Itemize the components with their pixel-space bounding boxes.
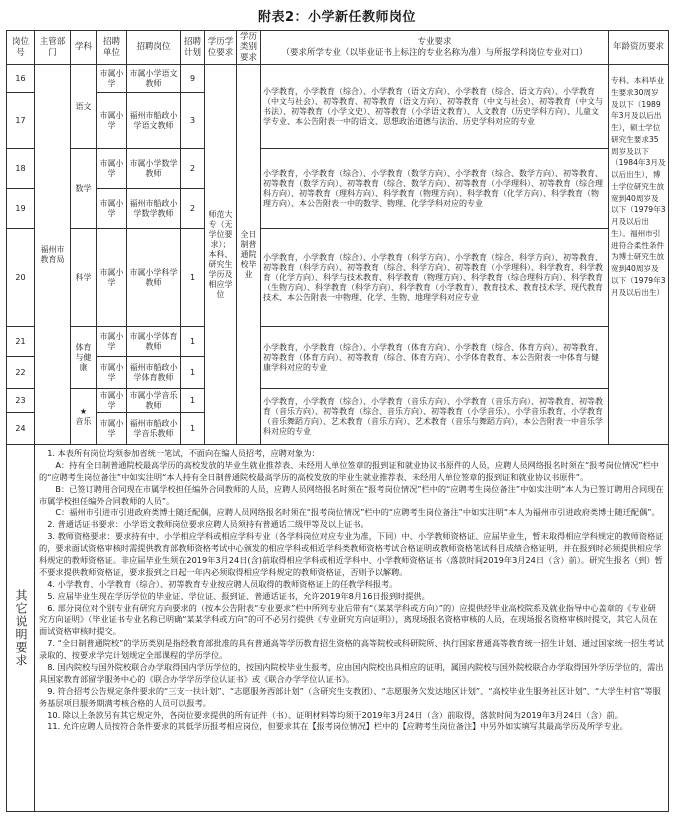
- header-major-title: 专业要求: [417, 36, 452, 47]
- note-item: 3. 教师资格要求：要求持有中、小学相应学科或相应学科专业（各学科岗位对应专业为准，下同）中、小学教师资格证、应届毕业生，暂未取得相应学科规定的教师资格证的，要求面试资格审核时需提供教育部教师资格考试中心颁发的相应学科或相近学科类教师资格考试合格证明或教师资格笔试科目成绩合格证明，并在报到时必须提供相应学科规定的教师资格证。非应届毕业生须在2019年3月24日(含)前取得相应学科或相近学科中、小学教师资格证书（落款时间2019年3月24日（含）前）。研究生报名（到）暂不要求提供教师资格证，要求报到之日起一年内必须取得相应学科规定的教师资格证，否则予以解聘。: [39, 531, 664, 577]
- note-item: 8. 国内院校与国外院校联合办学取得国内学历学位的，按国内院校毕业生报考，应由国内院校出具相应的证明，属国内院校与国外院校联合办学取得国外学历学位的，需出具国家教育部留学服务中心的《联合办学学历学位认证书》或《联合办学学位认证书》。: [39, 662, 664, 684]
- note-item: 5. 应届毕业生现在学历学位的毕业证、学位证、报到证、普通话证书，允许2019年8月16日报到时提供。: [47, 590, 430, 601]
- unit-cell: 市属小学: [97, 327, 127, 357]
- unit-cell: 市属小学: [97, 189, 127, 229]
- post-cell: 市属小学科学教师: [127, 229, 181, 327]
- major-science: 小学教育，小学教育（综合）、小学教育（科学方向）、小学教育（综合、科学方向）、初等教育、初等教育（科学方向）、初等教育（综合、科学方向）、初等教育（小学理科）、科学教育、科学教育（化学方向）、科学与技术教育、科学教育（物理方向）、科学教育（综合理科方向）、科学教育（生物方向）、科学教育（科学方向）、科学教育（小学教育）、教育技术、教育技术学、现代教育技术、本公告附表一中物理、化学、生物、地理学科对应专业: [261, 229, 609, 327]
- table-row: [7, 65, 669, 93]
- post-no: 21: [7, 327, 35, 357]
- plan-cell: 1: [181, 389, 205, 413]
- subject-science: 科学: [71, 229, 97, 327]
- post-cell: 福州市船政小学语文教师: [127, 93, 181, 149]
- note-item: C：福州市引进市引进政府类博士随迁配偶，应聘人员网络报名时须在“报考岗位情况”栏中的“应聘考生岗位备注”中如实注明“本人为福州市引进政府类博士随迁配偶”。: [55, 507, 660, 518]
- unit-cell: 市属小学: [97, 93, 127, 149]
- plan-cell: 9: [181, 65, 205, 93]
- plan-cell: 3: [181, 93, 205, 149]
- note-item: 10. 除以上条款另有其它规定外，各岗位要求提供的所有证件（书）、证明材料等均须于2019年3月24日（含）前取得，落款时间为2019年3月24日（含）前。: [47, 709, 623, 720]
- header-age: 年龄资历要求: [609, 31, 669, 65]
- unit-cell: 市属小学: [97, 413, 127, 445]
- major-math: 小学教育，小学教育（综合）、小学教育（数学方向）、小学教育（综合、数学方向）、初等教育、初等教育（数学方向）、初等教育（综合、数学方向）、初等教育（小学理科）、初等教育（综合理科方向）、初等教育（理科方向）、科学教育（物理方向）、科学教育（化学方向）、科学教育（物理方向）、本公告附表一中的数学、物理、化学学科对应的专业: [261, 149, 609, 229]
- major-pe: 小学教育，小学教育（综合）、小学教育（体育方向）、小学教育（综合、体育方向）、初等教育、初等教育（体育方向）、初等教育（综合、体育方向）、小学体育教育、本公告附表一中体育与健康学科对应的专业: [261, 327, 609, 389]
- unit-cell: 市属小学: [97, 229, 127, 327]
- note-item: B：已签订聘用合同现在市属学校担任编外合同教师的人员，应聘人员网络报名时须在“报考岗位情况”栏中的“应聘考生岗位备注”中如实注明“本人为已签订聘用合同现在市属学校担任编外合同教师的人员”。: [39, 483, 664, 506]
- plan-cell: 1: [181, 413, 205, 445]
- notes-row: [7, 445, 669, 812]
- subject-music-label: 音乐: [75, 416, 92, 426]
- post-no: 16: [7, 65, 35, 93]
- header-edu-type: 学历类别要求: [237, 31, 261, 65]
- notes-label: [7, 445, 35, 812]
- edu-type-cell: 全日制普通院校毕业: [237, 65, 261, 445]
- header-major: [261, 31, 609, 65]
- post-no: 18: [7, 149, 35, 189]
- note-item: 9. 符合招考公告规定条件要求的“三支一扶计划”、“志愿服务西部计划”（含研究生支教团）、“志愿服务欠发达地区计划”、“高校毕业生服务社区计划”、“大学生村官”等服务基层项目服务期满考核合格的人员可以报考。: [39, 685, 661, 708]
- subject-chinese: 语文: [71, 65, 97, 149]
- table-row: [7, 229, 669, 327]
- page-title: 附表2：小学新任教师岗位: [257, 9, 417, 25]
- plan-cell: 1: [181, 357, 205, 389]
- post-cell: 福州市船政小学数学教师: [127, 189, 181, 229]
- plan-cell: 1: [181, 229, 205, 327]
- post-no: 17: [7, 93, 35, 149]
- notes-label-text: 其它说明要求: [14, 589, 28, 667]
- note-item: A：持有全日制普通院校最高学历的高校发放的毕业生就业推荐表、未经用人单位签章的报到证和就业协议书原件的人员，应聘人员网络报名时须在“报考岗位情况”栏中的“应聘考生岗位备注”中如实注明“本人持有全日制普通院校最高学历的高校发放的毕业生就业推荐表、未经用人单位签章的报到证和就业协议书原件”。: [39, 459, 659, 482]
- table-row: [7, 149, 669, 189]
- post-cell: 福州市船政小学音乐教师: [127, 413, 181, 445]
- post-cell: 福州市船政小学体育教师: [127, 357, 181, 389]
- post-cell: 市属小学体育教师: [127, 327, 181, 357]
- post-no: 20: [7, 229, 35, 327]
- plan-cell: 2: [181, 149, 205, 189]
- unit-cell: 市属小学: [97, 357, 127, 389]
- post-no: 19: [7, 189, 35, 229]
- plan-cell: 1: [181, 327, 205, 357]
- note-item: 1. 本表所有岗位均须参加省统一笔试，不面向在编人员招考，应聘对象为：: [47, 448, 320, 458]
- notes-body: [35, 445, 669, 812]
- post-no: 24: [7, 413, 35, 445]
- header-subject: 学科: [71, 31, 97, 65]
- note-item: 11. 允许应聘人员按符合条件要求的其低学历报考相应岗位，但要求其在【报考岗位情况】栏中的【应聘考生岗位备注】中另外如实填写其最高学历及所学专业。: [47, 721, 628, 732]
- note-item: 4. 小学教育、小学教育（综合）、初等教育专业按应聘人员取得的教师资格证上的任教学科报考。: [47, 578, 398, 589]
- subject-music: [71, 389, 97, 445]
- note-item: 6. 部分岗位对个别专业有研究方向要求的（按本公告附表“专业要求”栏中所列专业后带有“（某某学科或方向）”的）应提供经毕业高校院系及就业指导中心盖章的《专业研究方向证明》（毕业证书专业名称已明确“某某学科或方向”的可不必另行提供《专业研究方向证明》），离现场报名资格审核的人员，在现场报名资格审核时提交，其它人员在面试资格审核时提交。: [39, 602, 658, 637]
- header-unit: 招聘单位: [97, 31, 127, 65]
- header-post: 招聘岗位: [127, 31, 181, 65]
- header-major-sub: （要求所学专业（以毕业证书上标注的专业名称为准）与所报学科岗位专业对口）: [281, 47, 588, 58]
- table-row: [7, 327, 669, 357]
- subject-pe: 体育与健康: [71, 327, 97, 389]
- header-plan: 招聘计划: [181, 31, 205, 65]
- star-icon: ★: [79, 406, 88, 416]
- major-chinese: 小学教育，小学教育（综合）、小学教育（语文方向）、小学教育（综合、语文方向）、小学教育（中文与社会）、初等教育、初等教育（语文方向）、初等教育（中文与社会）、初等教育（中文与书法）、初等教育（小学文史）、初等教育（小学语文教育）、人文教育（历史学科方向）、儿童文学专业、本公告附表一中的语文、思想政治道德与法治、历史学科对应的专业: [261, 65, 609, 149]
- post-cell: 市属小学语文教师: [127, 65, 181, 93]
- age-cell: 专科、本科毕业生要求30周岁及以下（1989年3月及以后出生），硕士学位研究生要求35周岁及以下（1984年3月及以后出生），博士学位研究生放宽到40周岁及以下（1979年3月及以后出生）。福州市引进符合柔性条件为博士研究生放宽到40周岁及以下（1979年3月及以后出生）: [609, 65, 669, 445]
- subject-math: 数学: [71, 149, 97, 229]
- header-edu: 学历学位要求: [205, 31, 237, 65]
- header-dept: 主管部门: [35, 31, 71, 65]
- major-music: 小学教育，小学教育（综合）、小学教育（音乐方向）、小学教育（音乐方向）、初等教育、初等教育（音乐方向）、初等教育（综合、音乐方向）、初等教育（小学音乐）、小学音乐教育、小学教育（音乐舞蹈方向）、艺术教育（音乐方向）、艺术教育（音乐与舞蹈方向），本公告附表一中音乐学科对应的专业: [261, 389, 609, 445]
- post-no: 23: [7, 389, 35, 413]
- post-cell: 市属小学数学教师: [127, 149, 181, 189]
- unit-cell: 市属小学: [97, 65, 127, 93]
- header-post-no: 岗位号: [7, 31, 35, 65]
- recruitment-table: [6, 30, 669, 812]
- note-item: 2. 普通话证书要求：小学语文教师岗位要求应聘人员须持有普通话二级甲等及以上证书。: [47, 519, 369, 530]
- edu-cell: 师范大专（无学位要求）；本科、研究生学历及相应学位: [205, 65, 237, 445]
- post-cell: 市属小学音乐教师: [127, 389, 181, 413]
- unit-cell: 市属小学: [97, 149, 127, 189]
- unit-cell: 市属小学: [97, 389, 127, 413]
- plan-cell: 2: [181, 189, 205, 229]
- post-no: 22: [7, 357, 35, 389]
- dept-cell: 福州市教育局: [35, 65, 71, 445]
- header-row: [7, 31, 669, 65]
- table-row: [7, 389, 669, 413]
- note-item: 7. “全日制普通院校”的学历类别是指经教育部批准的具有普通高等学历教育招生资格的高等院校或科研院所、执行国家普通高等教育统一招生计划、通过国家统一招生考试录取的、按要求学完计划规定全部课程的学历学位。: [39, 638, 664, 661]
